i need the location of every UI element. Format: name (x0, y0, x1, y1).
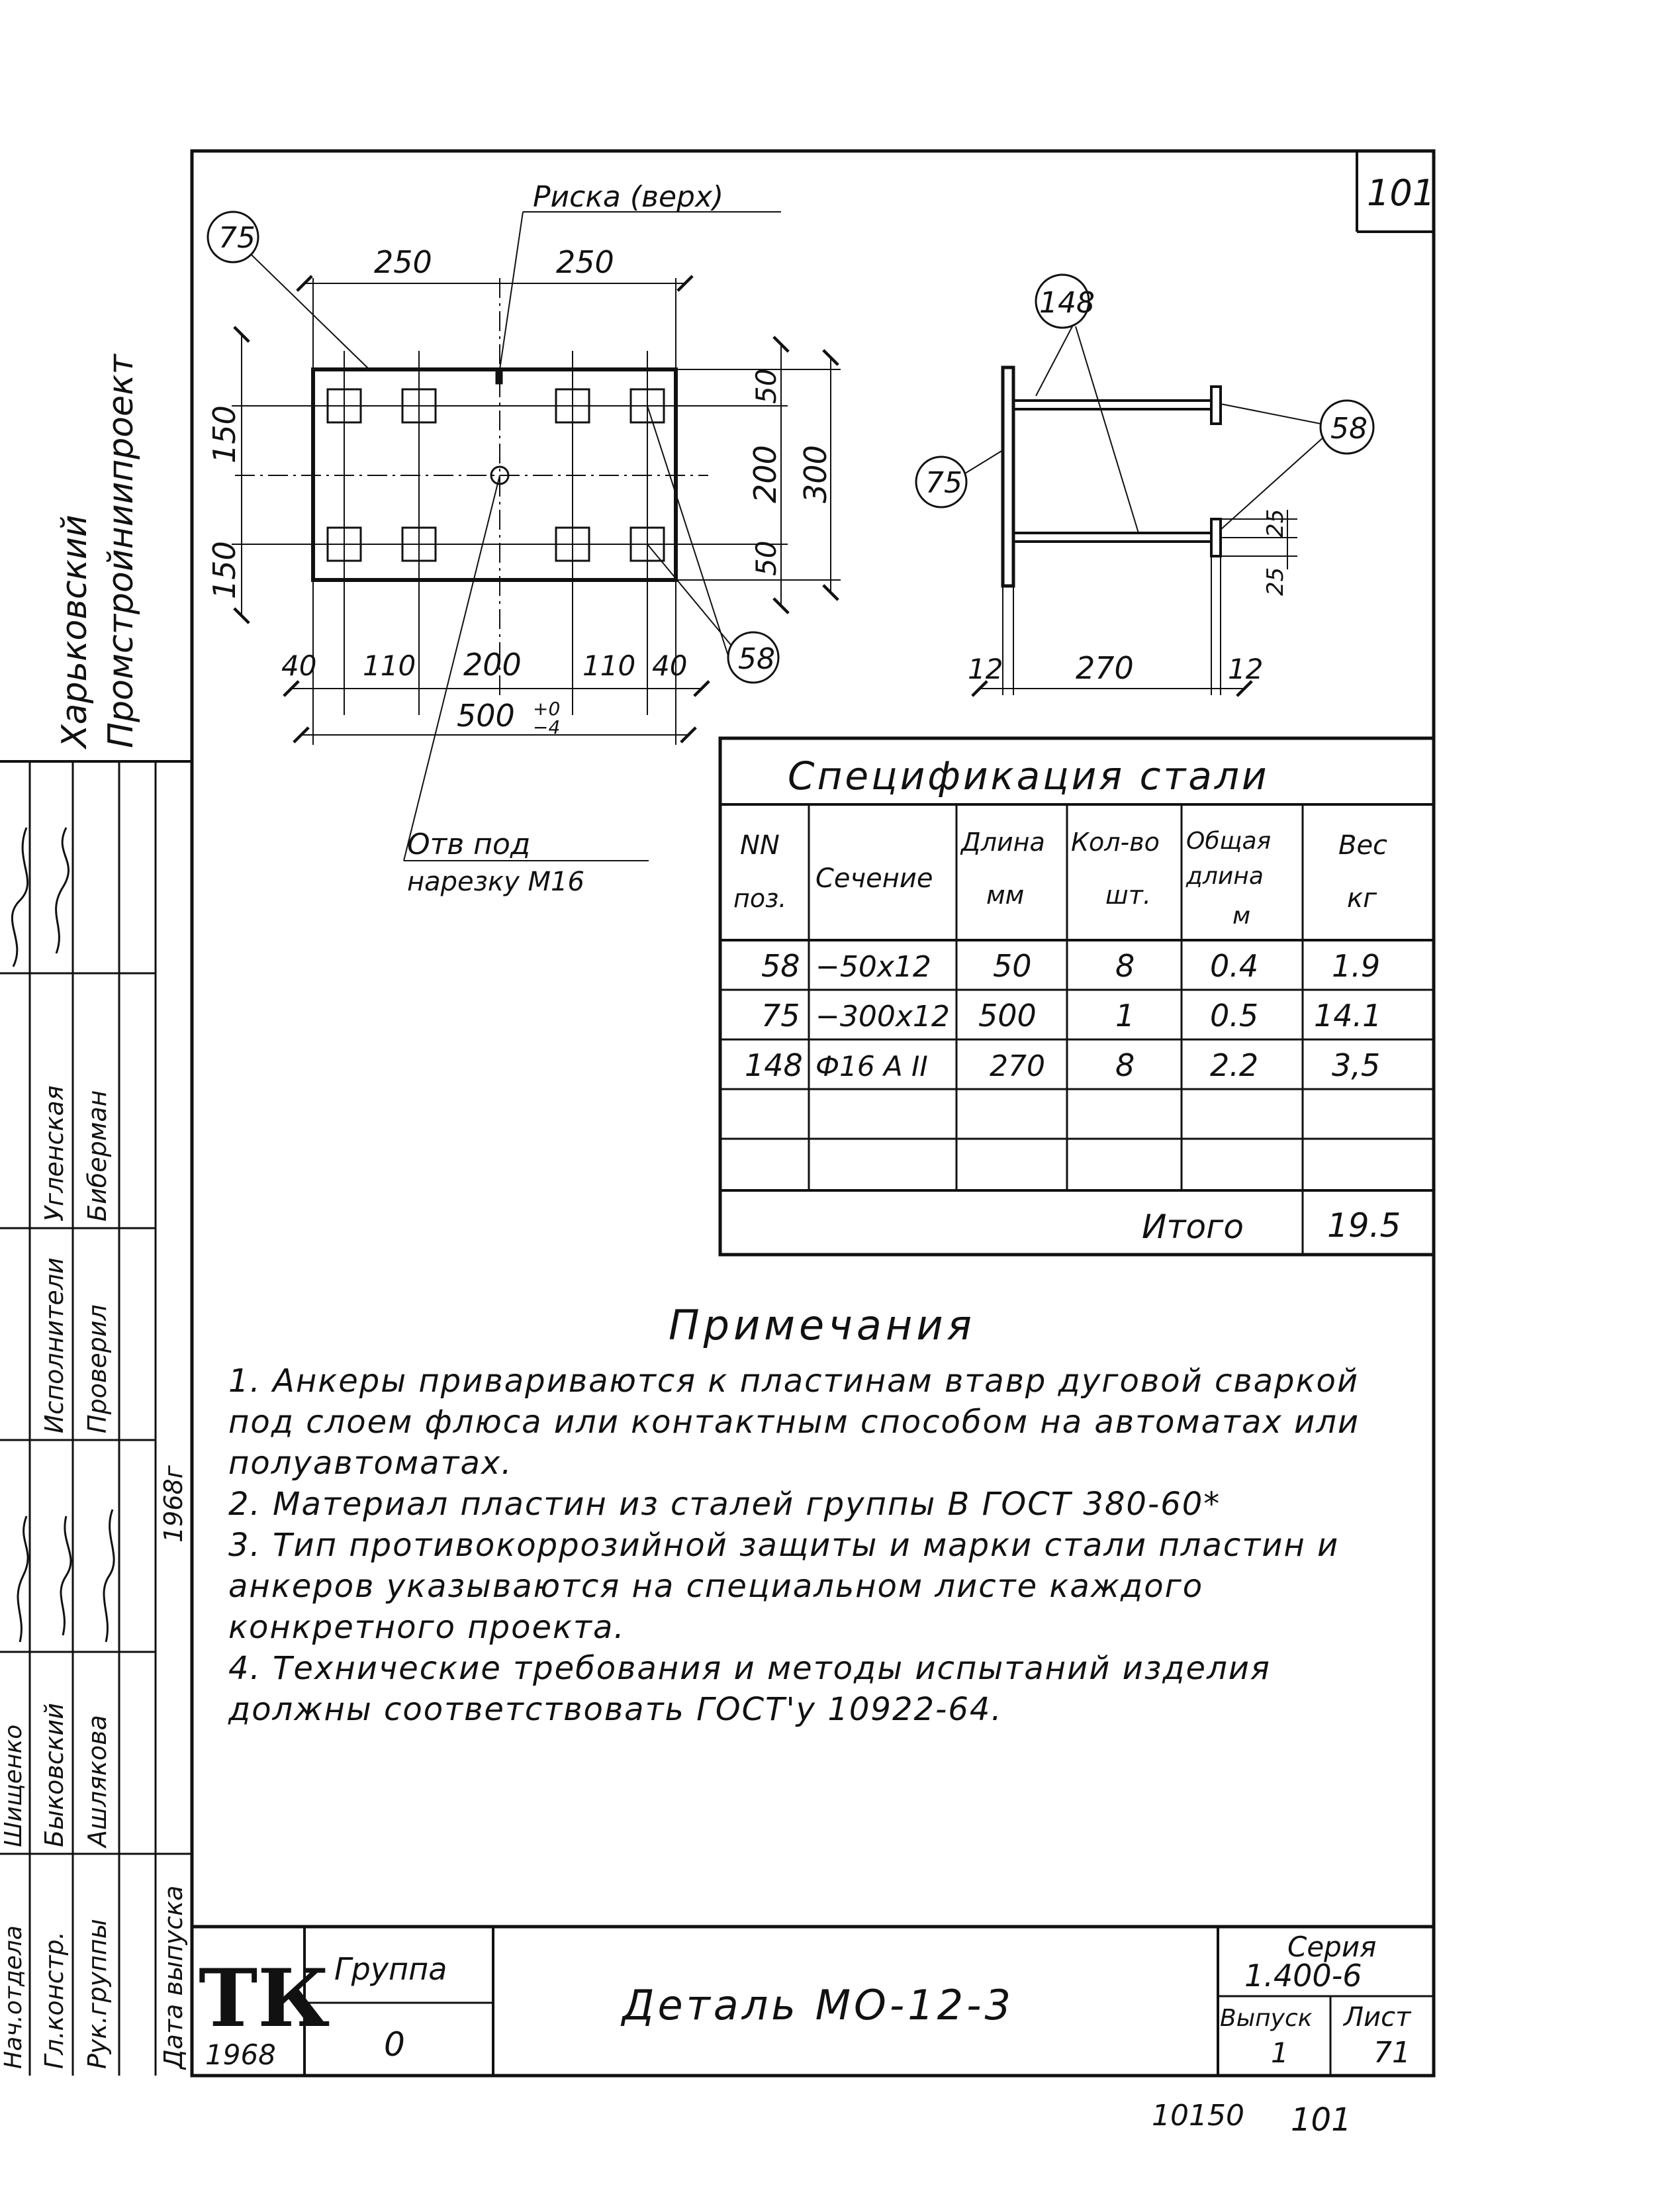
spec-cell-weight: 3,5 (1332, 1047, 1381, 1083)
spec-header-weight-1: Вес (1338, 830, 1388, 861)
dim-tol-minus: −4 (533, 716, 561, 738)
dim-bottom-110-right: 110 (582, 649, 636, 682)
spec-cell-total-length: 0.5 (1210, 998, 1259, 1034)
spec-cell-qty: 8 (1115, 948, 1135, 984)
role-group-head: Рук.группы (83, 1919, 112, 2069)
dim-bottom-200: 200 (463, 647, 522, 683)
dim-bottom-40-right: 40 (652, 649, 688, 682)
group-label: Группа (334, 1951, 447, 1987)
logo-year: 1968 (205, 2039, 276, 2071)
spec-cell-pos: 148 (745, 1047, 803, 1083)
spec-header-pos-2: поз. (733, 884, 787, 913)
spec-cell-length: 270 (990, 1049, 1045, 1083)
name-shishchenko: Шищенко (0, 1724, 27, 1847)
callout-75b-label: 75 (925, 466, 962, 500)
dim-bottom-40-left: 40 (281, 649, 317, 682)
spec-header-length-1: Длина (961, 828, 1045, 857)
name-uglenskaya: Угленская (40, 1085, 69, 1222)
spec-cell-section: −300x12 (815, 1000, 950, 1034)
spec-cell-pos: 75 (761, 998, 800, 1034)
release-year: 1968г (159, 1465, 188, 1543)
dim-top-left: 250 (374, 244, 432, 280)
spec-cell-weight: 14.1 (1314, 998, 1382, 1034)
role-executors: Исполнители (40, 1257, 69, 1433)
role-chief-designer: Гл.констр. (40, 1931, 69, 2069)
spec-header-length-2: мм (986, 881, 1025, 910)
note-item: 4. Технические требования и методы испытаний изделия должны соответствовать ГОСТ'у 10922-64. (228, 1650, 1271, 1728)
spec-header-pos-1: NN (740, 830, 780, 861)
spec-header-totlen-3: м (1232, 902, 1251, 930)
footer-page: 101 (1291, 2101, 1352, 2139)
spec-header-qty-2: шт. (1105, 881, 1151, 910)
series-value: 1.400-6 (1244, 1958, 1362, 1994)
sheet-value: 71 (1373, 2036, 1411, 2070)
dim-right-50-top: 50 (750, 368, 782, 404)
sheet-number: 101 (1367, 172, 1436, 214)
callout-75-label: 75 (218, 221, 255, 255)
spec-total-label: Итого (1142, 1208, 1244, 1246)
spec-header-section: Сечение (815, 863, 933, 894)
note-item: 1. Анкеры привариваются к пластинам втавр дуговой сваркой под слоем флюса или контактным способом на автоматах или полуавтоматах. (228, 1363, 1360, 1482)
dim-top-right: 250 (556, 244, 614, 280)
dim-left-lower: 150 (207, 541, 242, 599)
logo: ТК (199, 1952, 330, 2045)
risk-mark (496, 369, 502, 384)
dim-right-300: 300 (798, 445, 833, 503)
dim-left-upper: 150 (207, 405, 242, 463)
dim-overall: 500 (457, 698, 515, 734)
plate-75-section (1003, 367, 1013, 586)
dim-tol-plus: +0 (533, 698, 561, 720)
note-item: 2. Материал пластин из сталей группы В ГОСТ 380-60* (228, 1486, 1221, 1523)
spec-cell-qty: 1 (1115, 998, 1135, 1034)
name-ashlyakova: Ашлякова (83, 1715, 112, 1847)
issue-label: Выпуск (1220, 2005, 1313, 2032)
role-dept-head: Нач.отдела (0, 1925, 27, 2069)
section-dim-right-12: 12 (1228, 653, 1264, 685)
drawing-title: Деталь МО-12-3 (622, 1981, 1014, 2029)
issue-value: 1 (1271, 2037, 1289, 2069)
sheet-label: Лист (1344, 2002, 1411, 2033)
hole-note-line1: Отв под (407, 828, 531, 861)
spec-cell-section: Ф16 А II (815, 1050, 928, 1082)
org-name-2: Промстройниипроект (101, 354, 141, 748)
notes-list (228, 1361, 1407, 1730)
callout-58-label: 58 (738, 642, 775, 676)
callout-148-label: 148 (1039, 286, 1095, 320)
spec-table (720, 738, 1434, 1255)
org-name-1: Харьковский (55, 514, 95, 748)
plan-view (208, 212, 841, 861)
name-biberman: Биберман (83, 1090, 112, 1222)
group-value: 0 (384, 2025, 405, 2064)
spec-cell-qty: 8 (1115, 1047, 1135, 1083)
callout-58b-label: 58 (1330, 412, 1368, 446)
notes-title: Примечания (669, 1301, 976, 1349)
spec-header-totlen-2: длина (1186, 863, 1264, 890)
section-dim-270: 270 (1076, 650, 1134, 686)
section-dim-left-12: 12 (968, 653, 1003, 685)
name-bykovsky: Быковский (40, 1703, 69, 1847)
dim-right-200: 200 (747, 445, 783, 503)
spec-cell-total-length: 2.2 (1210, 1047, 1259, 1083)
role-checked: Проверил (83, 1304, 112, 1433)
spec-header-qty-1: Кол-во (1071, 828, 1160, 857)
spec-cell-weight: 1.9 (1332, 948, 1381, 984)
spec-total-value: 19.5 (1327, 1206, 1401, 1245)
hole-note-line2: нарезку М16 (407, 867, 584, 897)
dim-right-50-bottom: 50 (750, 540, 782, 576)
spec-cell-pos: 58 (761, 948, 800, 984)
anchor-head-58 (1211, 519, 1221, 556)
section-dim-25-a: 25 (1262, 508, 1289, 538)
sheet-frame (192, 151, 1434, 2076)
spec-title: Спецификация стали (788, 753, 1270, 798)
spec-cell-length: 500 (978, 998, 1037, 1034)
anchor-head-58 (1211, 387, 1221, 424)
footer-code: 10150 (1152, 2099, 1244, 2133)
spec-cell-section: −50x12 (815, 950, 931, 984)
series-label: Серия (1287, 1931, 1377, 1963)
spec-cell-total-length: 0.4 (1210, 948, 1259, 984)
spec-header-weight-2: кг (1347, 883, 1377, 914)
spec-header-totlen-1: Общая (1186, 828, 1272, 855)
dim-bottom-110-left: 110 (363, 649, 416, 682)
section-view (916, 275, 1373, 695)
signatures (12, 828, 114, 1642)
section-dim-25-b: 25 (1262, 567, 1289, 596)
spec-cell-length: 50 (993, 948, 1032, 984)
role-release-date: Дата выпуска (159, 1885, 188, 2069)
risk-label: Риска (верх) (533, 180, 724, 214)
note-item: 3. Тип противокоррозийной защиты и марки стали пластин и анкеров указываются на специальном листе каждого конкретного проекта. (228, 1527, 1340, 1646)
